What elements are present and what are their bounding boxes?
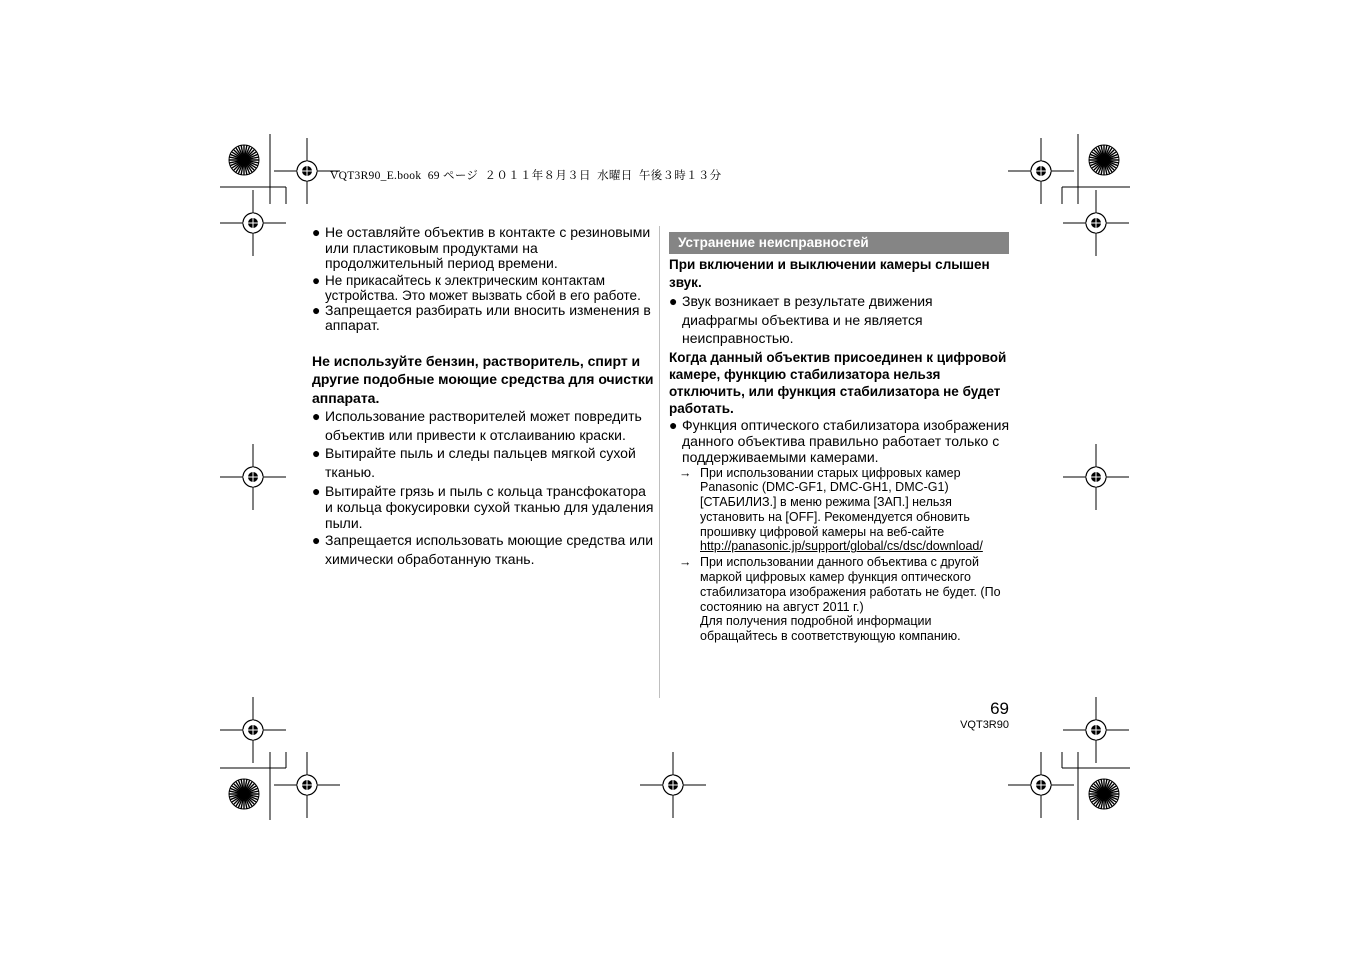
list-item <box>312 444 657 481</box>
bullet-icon: ● <box>312 272 321 288</box>
left-column <box>312 225 657 568</box>
arrow-icon: → <box>679 465 692 480</box>
bullet-text: Функция оптического стабилизатора изображения данного объектива правильно работает только с поддерживаемыми камерами. <box>682 416 1010 465</box>
question-heading: Когда данный объектив присоединен к цифровой камере, функцию стабилизатора нельзя отключить, или функция стабилизатора не будет работать. <box>669 349 1007 416</box>
column-divider <box>659 226 660 698</box>
list-item <box>312 225 657 272</box>
bullet-icon: ● <box>669 293 678 309</box>
arrow-icon: → <box>679 555 692 570</box>
print-header: VQT3R90_E.book 69 ページ ２０１１年８月３日 水曜日 午後３時１３分 <box>330 170 722 182</box>
bullet-icon: ● <box>312 224 321 240</box>
model-code: VQT3R90 <box>960 719 1009 731</box>
list-item <box>312 407 657 444</box>
note-item <box>669 466 1011 555</box>
bullet-text: Вытирайте грязь и пыль с кольца трансфокатора и кольца фокусировки сухой тканью для удаления пыли. <box>325 483 654 531</box>
list-item <box>312 273 657 303</box>
support-link[interactable]: http://panasonic.jp/support/global/cs/dsc/download/ <box>700 539 983 554</box>
list-item <box>312 303 657 334</box>
bullet-text: Использование растворителей может повредить объектив или привести к отслаиванию краски. <box>325 408 642 443</box>
right-column <box>669 256 1011 644</box>
note-text: Для получения подробной информации обращайтесь в соответствующую компанию. <box>700 614 961 644</box>
bullet-text: Запрещается использовать моющие средства или химически обработанную ткань. <box>325 532 654 567</box>
question-heading: При включении и выключении камеры слышен звук. <box>669 257 990 290</box>
bullet-text: Вытирайте пыль и следы пальцев мягкой сухой тканью. <box>325 445 636 480</box>
note-text: При использовании данного объектива с другой маркой цифровых камер функция оптического стабилизатора изображения работать не будет. (По состоянию на август 2011 г.) <box>700 555 1001 614</box>
list-item <box>669 417 1011 465</box>
bullet-icon: ● <box>312 408 321 424</box>
note-text: При использовании старых цифровых камер Panasonic (DMC-GF1, DMC-GH1, DMC-G1) [СТАБИЛИЗ.] в меню режима [ЗАП.] нельзя установить на [OFF]. Рекомендуется обновить прошивку цифровой камеры на веб-сайте <box>700 465 970 539</box>
bullet-text: Не оставляйте объектив в контакте с резиновыми или пластиковым продуктами на продолжительный период времени. <box>325 224 651 271</box>
section-title: Устранение неисправностей <box>669 232 1009 254</box>
page-number: 69 <box>990 699 1009 718</box>
cleaning-heading: Не используйте бензин, растворитель, спирт и другие подобные моющие средства для очистки аппарата. <box>312 352 654 406</box>
bullet-icon: ● <box>312 532 321 548</box>
list-item <box>312 483 657 531</box>
bullet-text: Звук возникает в результате движения диафрагмы объектива и не является неисправностью. <box>682 293 933 346</box>
bullet-text: Не прикасайтесь к электрическим контактам устройства. Это может вызвать сбой в его работе. <box>325 272 641 303</box>
bullet-icon: ● <box>312 301 321 318</box>
bullet-text: Запрещается разбирать или вносить изменения в аппарат. <box>325 301 651 333</box>
bullet-icon: ● <box>669 416 678 433</box>
bullet-icon: ● <box>312 445 321 461</box>
list-item <box>669 292 1011 348</box>
bullet-icon: ● <box>312 483 321 499</box>
note-item <box>669 555 1011 644</box>
list-item <box>312 531 657 568</box>
